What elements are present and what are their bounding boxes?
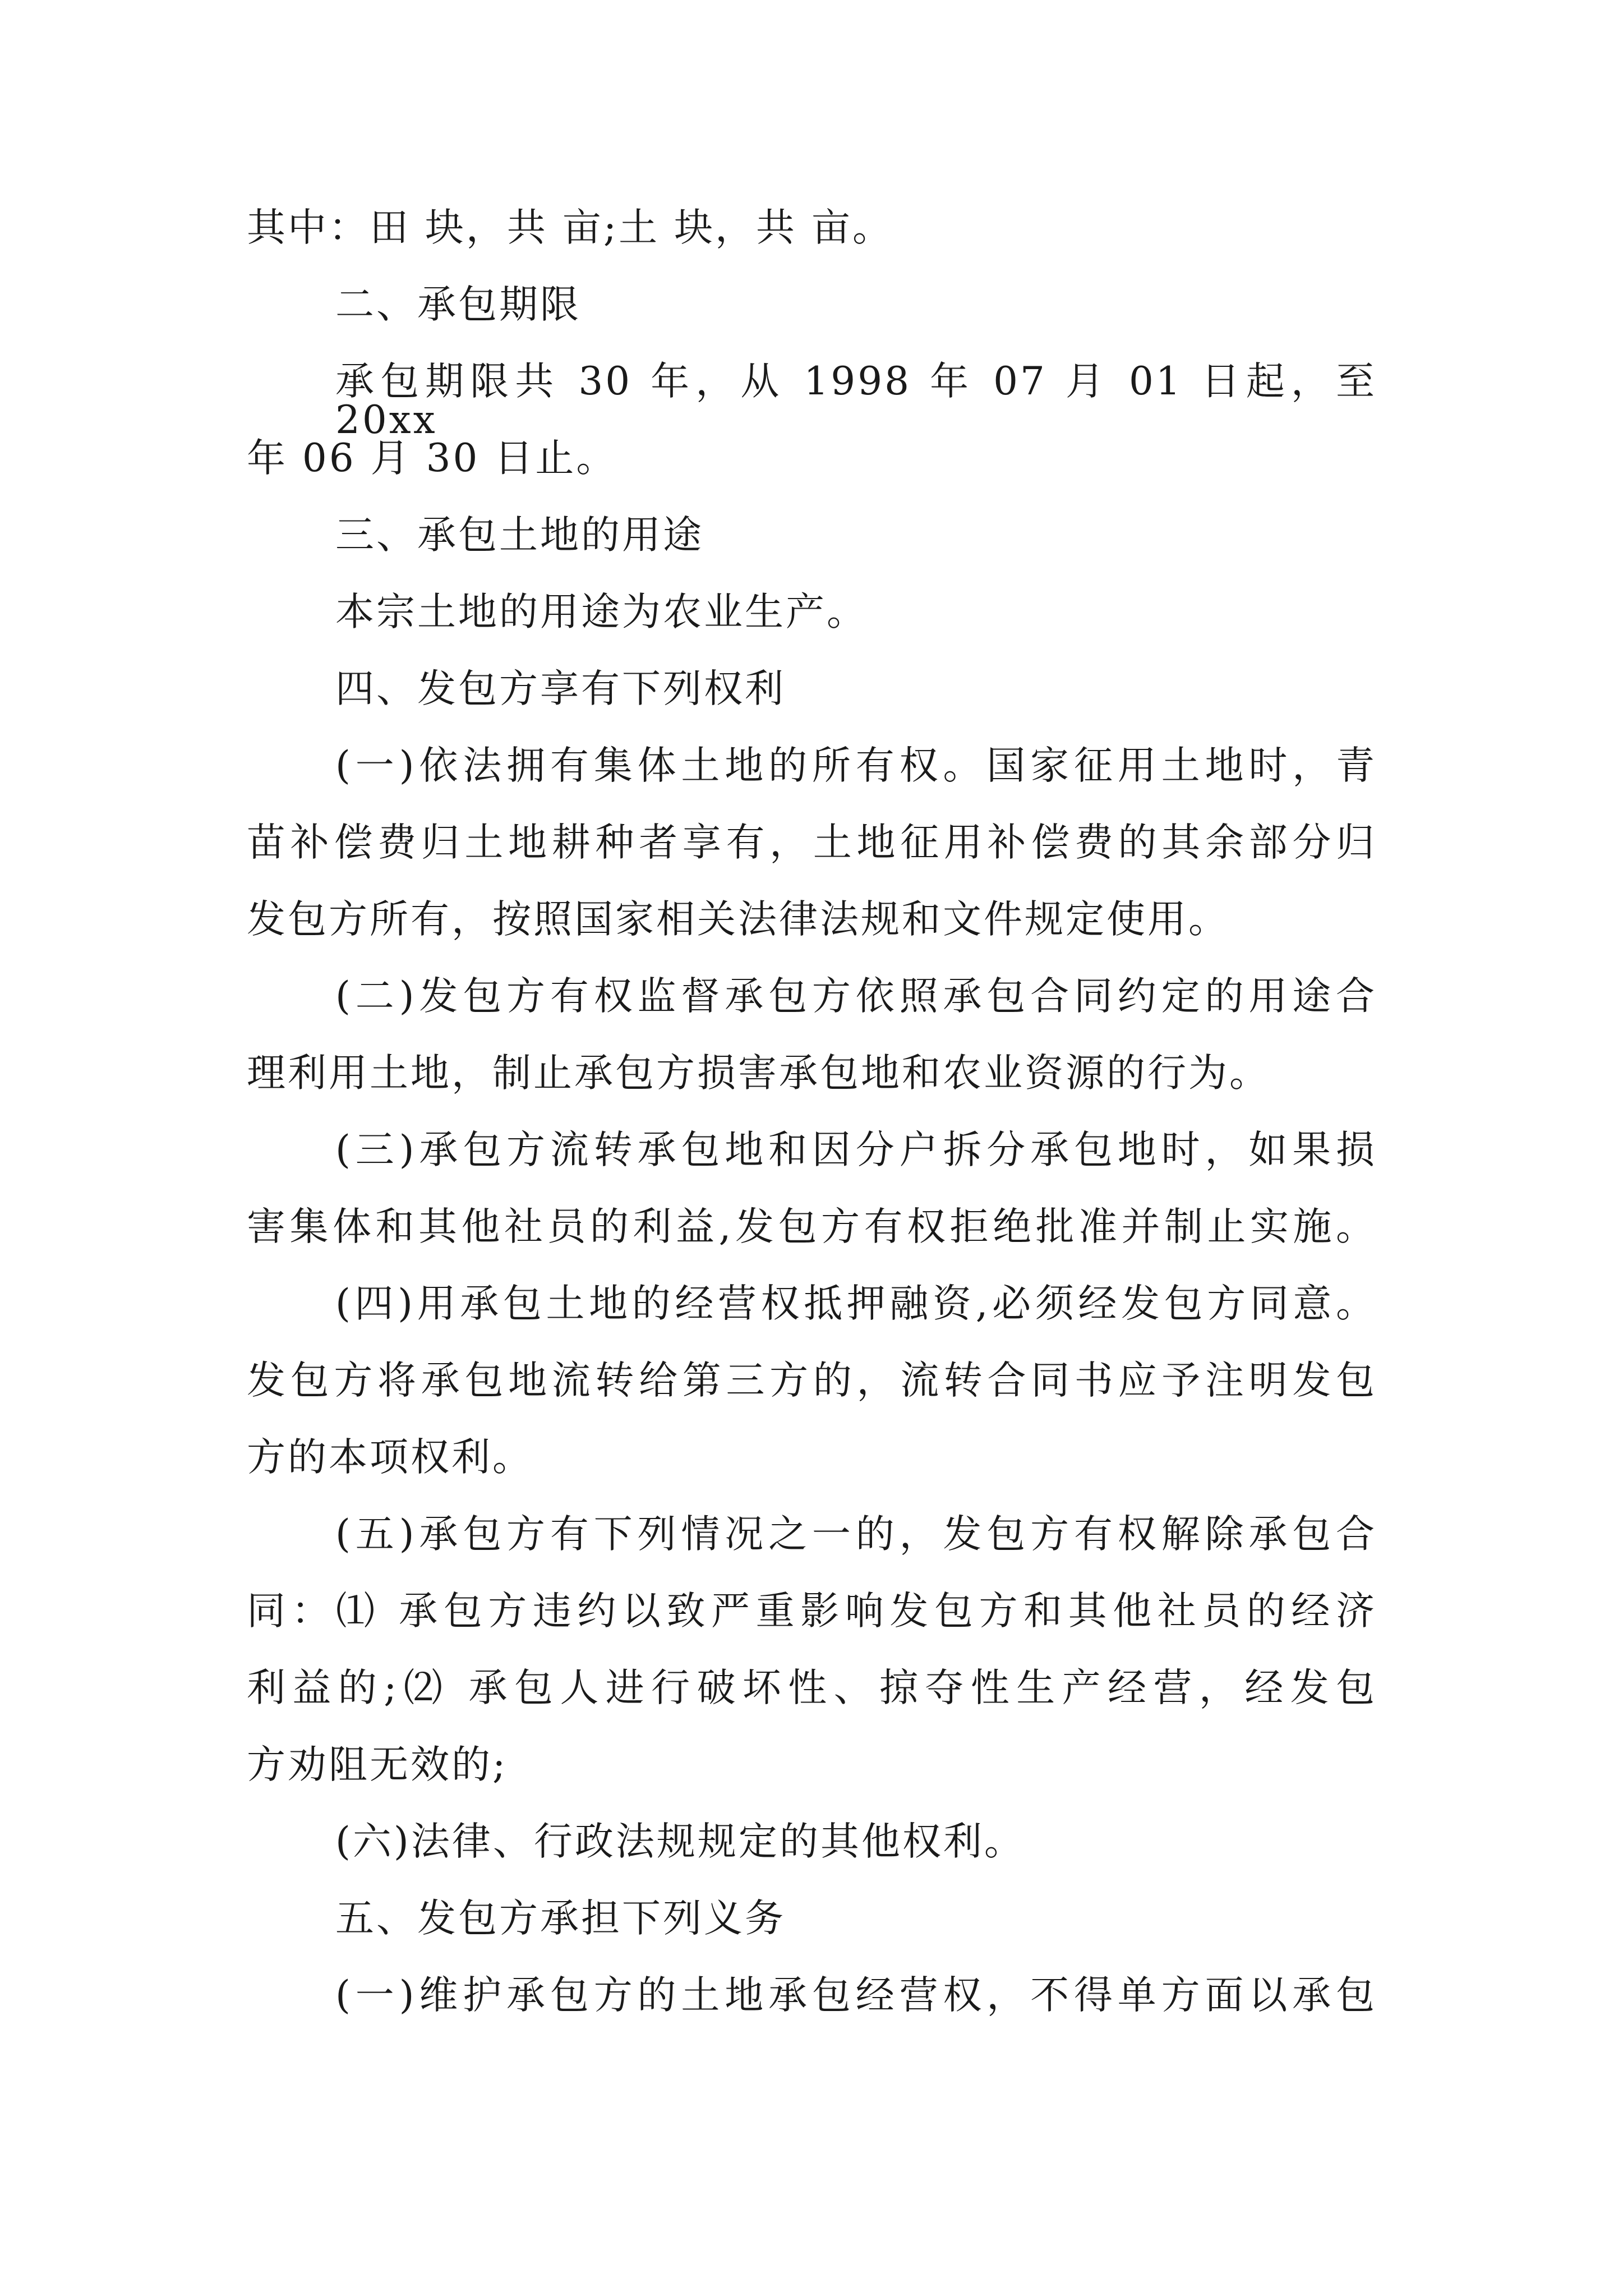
text-line: 利益的;⑵ 承包人进行破坏性、掠夺性生产经营，经发包 (247, 1665, 1377, 1710)
text-line: 其中：田 块，共 亩;土 块，共 亩。 (247, 205, 893, 250)
text-line: (一)依法拥有集体土地的所有权。国家征用土地时，青 (335, 743, 1377, 788)
text-line: 理利用土地，制止承包方损害承包地和农业资源的行为。 (247, 1051, 1270, 1096)
text-line: 五、发包方承担下列义务 (335, 1896, 786, 1941)
text-line: 二、承包期限 (335, 282, 581, 327)
text-line: 三、承包土地的用途 (335, 513, 704, 558)
text-line: 害集体和其他社员的利益,发包方有权拒绝批准并制止实施。 (247, 1204, 1377, 1249)
text-line: 年 06 月 30 日止。 (247, 436, 617, 481)
text-line: (四)用承包土地的经营权抵押融资,必须经发包方同意。 (335, 1281, 1377, 1326)
text-line: 四、发包方享有下列权利 (335, 666, 786, 711)
text-line: 承包期限共 30 年，从 1998 年 07 月 01 日起，至 20xx (335, 359, 1377, 443)
text-line: 同：⑴ 承包方违约以致严重影响发包方和其他社员的经济 (247, 1589, 1377, 1634)
text-line: 方劝阻无效的; (247, 1742, 508, 1787)
contract-body-text (247, 205, 1377, 2053)
text-line: (二)发包方有权监督承包方依照承包合同约定的用途合 (335, 974, 1377, 1019)
text-line: 发包方所有，按照国家相关法律法规和文件规定使用。 (247, 897, 1229, 942)
text-line: 苗补偿费归土地耕种者享有，土地征用补偿费的其余部分归 (247, 820, 1377, 865)
text-line: 本宗土地的用途为农业生产。 (335, 590, 868, 634)
text-line: 发包方将承包地流转给第三方的，流转合同书应予注明发包 (247, 1358, 1377, 1403)
text-line: (六)法律、行政法规规定的其他权利。 (335, 1819, 1025, 1864)
text-line: (一)维护承包方的土地承包经营权，不得单方面以承包 (335, 1973, 1377, 2018)
text-line: (三)承包方流转承包地和因分户拆分承包地时，如果损 (335, 1128, 1377, 1172)
text-line: (五)承包方有下列情况之一的，发包方有权解除承包合 (335, 1512, 1377, 1557)
text-line: 方的本项权利。 (247, 1435, 533, 1480)
